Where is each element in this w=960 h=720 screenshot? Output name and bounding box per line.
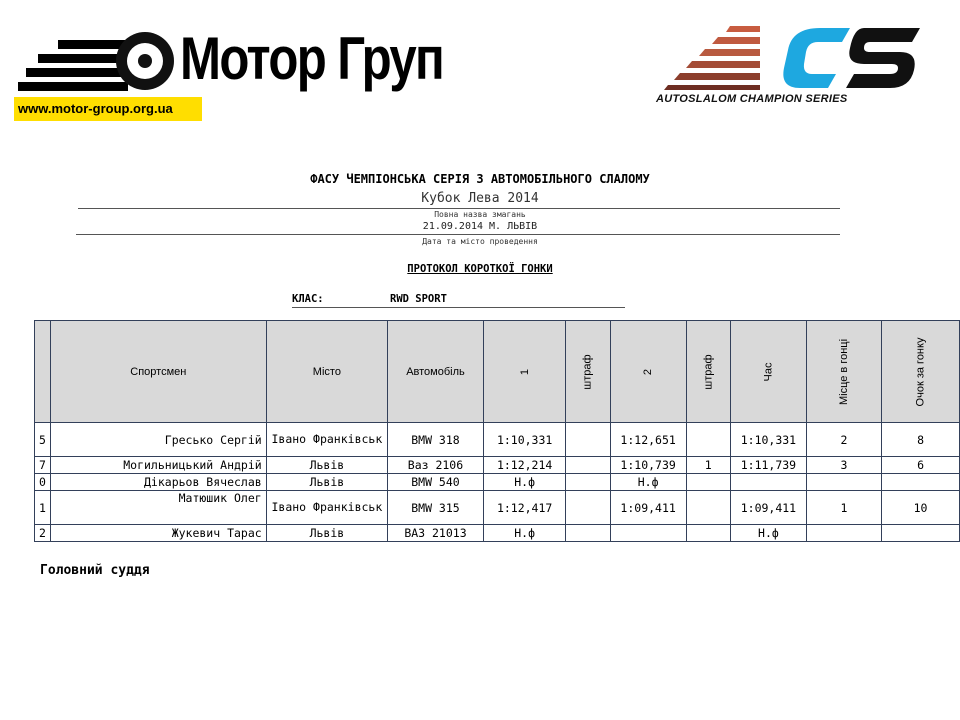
cell-time	[730, 474, 806, 491]
cell-number: 0	[35, 474, 51, 491]
cell-penalty1	[566, 474, 610, 491]
cell-run2: 1:10,739	[610, 457, 686, 474]
column-header-place: Місце в гонці	[806, 321, 881, 423]
speed-lines-icon	[18, 36, 128, 86]
cell-run2: Н.ф	[610, 474, 686, 491]
cell-time: 1:09,411	[730, 491, 806, 525]
column-header-city: Місто	[266, 321, 387, 423]
acs-logo	[650, 24, 930, 114]
date-place-caption: Дата та місто проведення	[422, 237, 538, 246]
cell-driver: Жукевич Тарас	[50, 525, 266, 542]
table-row	[35, 457, 960, 474]
column-header-time: Час	[730, 321, 806, 423]
cell-points: 8	[882, 423, 960, 457]
cell-penalty2	[686, 491, 730, 525]
cell-penalty1	[566, 423, 610, 457]
cell-penalty2	[686, 423, 730, 457]
cell-place: 1	[806, 491, 881, 525]
column-header-penalty2: штраф	[686, 321, 730, 423]
date-place: 21.09.2014 М. ЛЬВІВ	[422, 221, 538, 232]
cell-number: 2	[35, 525, 51, 542]
cell-car: Ваз 2106	[388, 457, 484, 474]
cell-place	[806, 525, 881, 542]
cell-penalty1	[566, 525, 610, 542]
cell-car: ВАЗ 21013	[388, 525, 484, 542]
cell-driver: Матюшик Олег	[50, 491, 266, 525]
motor-group-url: www.motor-group.org.ua	[14, 97, 202, 121]
cell-number: 7	[35, 457, 51, 474]
cell-penalty1	[566, 457, 610, 474]
cell-city: Львів	[266, 525, 387, 542]
cell-run1: 1:12,214	[483, 457, 566, 474]
cell-penalty2	[686, 474, 730, 491]
table-row	[35, 525, 960, 542]
cell-run1: Н.ф	[483, 474, 566, 491]
cell-points: 10	[882, 491, 960, 525]
cell-place	[806, 474, 881, 491]
column-header-car: Автомобіль	[388, 321, 484, 423]
acs-emblem-icon	[650, 24, 930, 94]
cell-points	[882, 474, 960, 491]
column-header-points: Очок за гонку	[882, 321, 960, 423]
cell-number: 1	[35, 491, 51, 525]
table-row	[35, 474, 960, 491]
cell-points	[882, 525, 960, 542]
cell-driver: Могильницький Андрій	[50, 457, 266, 474]
cell-city: Івано Франківськ	[266, 491, 387, 525]
event-name-caption: Повна назва змагань	[434, 210, 526, 219]
cell-number: 5	[35, 423, 51, 457]
cell-driver: Дікарьов Вячеслав	[50, 474, 266, 491]
cell-time: 1:10,331	[730, 423, 806, 457]
cell-run1: 1:10,331	[483, 423, 566, 457]
class-underline	[292, 307, 625, 308]
table-row	[35, 491, 960, 525]
cell-run2	[610, 525, 686, 542]
cell-penalty2: 1	[686, 457, 730, 474]
cell-city: Львів	[266, 474, 387, 491]
acs-subtitle: AUTOSLALOM CHAMPION SERIES	[656, 93, 848, 105]
wheel-icon	[116, 32, 174, 90]
column-header-run2: 2	[610, 321, 686, 423]
chief-judge-label: Головний суддя	[40, 563, 150, 578]
cell-city: Львів	[266, 457, 387, 474]
cell-time: Н.ф	[730, 525, 806, 542]
class-value: RWD SPORT	[390, 293, 447, 305]
cell-city: Івано Франківськ	[266, 423, 387, 457]
motor-group-title: Мотор Груп	[180, 25, 444, 92]
cell-run1: Н.ф	[483, 525, 566, 542]
cell-run2: 1:12,651	[610, 423, 686, 457]
motor-group-logo	[14, 25, 464, 124]
divider	[78, 208, 840, 209]
cell-car: BMW 318	[388, 423, 484, 457]
event-name: Кубок Лева 2014	[421, 191, 539, 206]
championship-title: ФАСУ ЧЕМПІОНСЬКА СЕРІЯ З АВТОМОБІЛЬНОГО СЛАЛОМУ	[310, 172, 650, 186]
class-label: КЛАС:	[292, 293, 324, 305]
cell-penalty1	[566, 491, 610, 525]
cell-run2: 1:09,411	[610, 491, 686, 525]
cell-points: 6	[882, 457, 960, 474]
cell-time: 1:11,739	[730, 457, 806, 474]
cell-penalty2	[686, 525, 730, 542]
results-table	[34, 320, 960, 542]
column-header-run1: 1	[483, 321, 566, 423]
cell-driver: Гресько Сергій	[50, 423, 266, 457]
table-row	[35, 423, 960, 457]
cell-car: BMW 540	[388, 474, 484, 491]
column-header-number	[35, 321, 51, 423]
protocol-title: ПРОТОКОЛ КОРОТКОЇ ГОНКИ	[407, 263, 553, 275]
divider	[76, 234, 840, 235]
column-header-penalty1: штраф	[566, 321, 610, 423]
cell-place: 2	[806, 423, 881, 457]
cell-place: 3	[806, 457, 881, 474]
cell-car: BMW 315	[388, 491, 484, 525]
cell-run1: 1:12,417	[483, 491, 566, 525]
column-header-driver: Спортсмен	[50, 321, 266, 423]
table-header-row	[35, 321, 960, 423]
